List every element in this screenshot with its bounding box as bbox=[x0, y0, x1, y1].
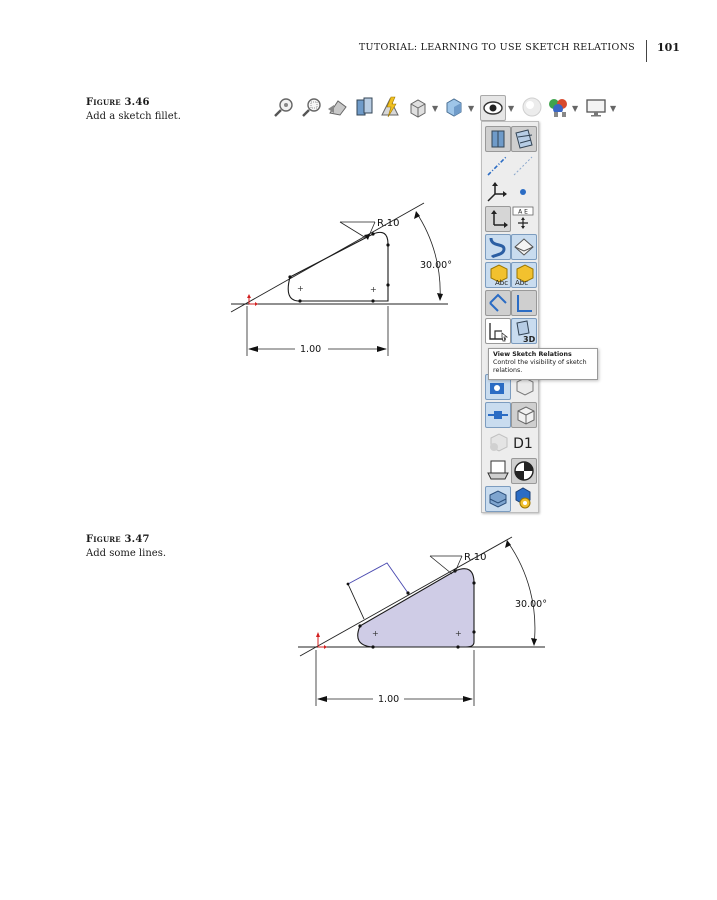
added-line bbox=[348, 584, 364, 619]
svg-text:+: + bbox=[372, 629, 379, 638]
figure-caption: Add a sketch fillet. bbox=[86, 111, 181, 122]
svg-text:Abc: Abc bbox=[495, 279, 509, 287]
length-dimension: 1.00 bbox=[378, 694, 400, 705]
radius-dimension: R.10 bbox=[464, 552, 487, 563]
chevron-down-icon[interactable]: ▼ bbox=[508, 104, 515, 113]
svg-text:+: + bbox=[455, 629, 462, 638]
running-title: TUTORIAL: LEARNING TO USE SKETCH RELATIONS bbox=[358, 42, 635, 53]
figure-label: Figure 3.47 bbox=[86, 534, 150, 545]
svg-text:+: + bbox=[370, 285, 377, 294]
angle-dimension: 30.00° bbox=[420, 260, 452, 271]
d1-text: D1 bbox=[513, 436, 533, 452]
angle-dimension: 30.00° bbox=[515, 599, 547, 610]
added-line bbox=[348, 563, 408, 593]
length-dimension: 1.00 bbox=[300, 344, 322, 355]
chevron-down-icon[interactable]: ▼ bbox=[572, 104, 579, 113]
page-number: 101 bbox=[657, 41, 680, 54]
figure-label: Figure 3.46 bbox=[86, 97, 150, 108]
chevron-down-icon[interactable]: ▼ bbox=[610, 104, 617, 113]
threed-text: 3D bbox=[523, 335, 536, 344]
radius-dimension: R.10 bbox=[377, 218, 400, 229]
tooltip-title: View Sketch Relations bbox=[493, 351, 572, 358]
chevron-down-icon[interactable]: ▼ bbox=[468, 104, 475, 113]
svg-text:Abc: Abc bbox=[515, 279, 529, 287]
chevron-down-icon[interactable]: ▼ bbox=[432, 104, 439, 113]
figure-caption: Add some lines. bbox=[86, 548, 166, 559]
svg-text:+: + bbox=[297, 284, 304, 293]
tooltip-description: Control the visibility of sketch relations. bbox=[493, 359, 587, 374]
dimension-names-text: A E bbox=[518, 208, 528, 216]
